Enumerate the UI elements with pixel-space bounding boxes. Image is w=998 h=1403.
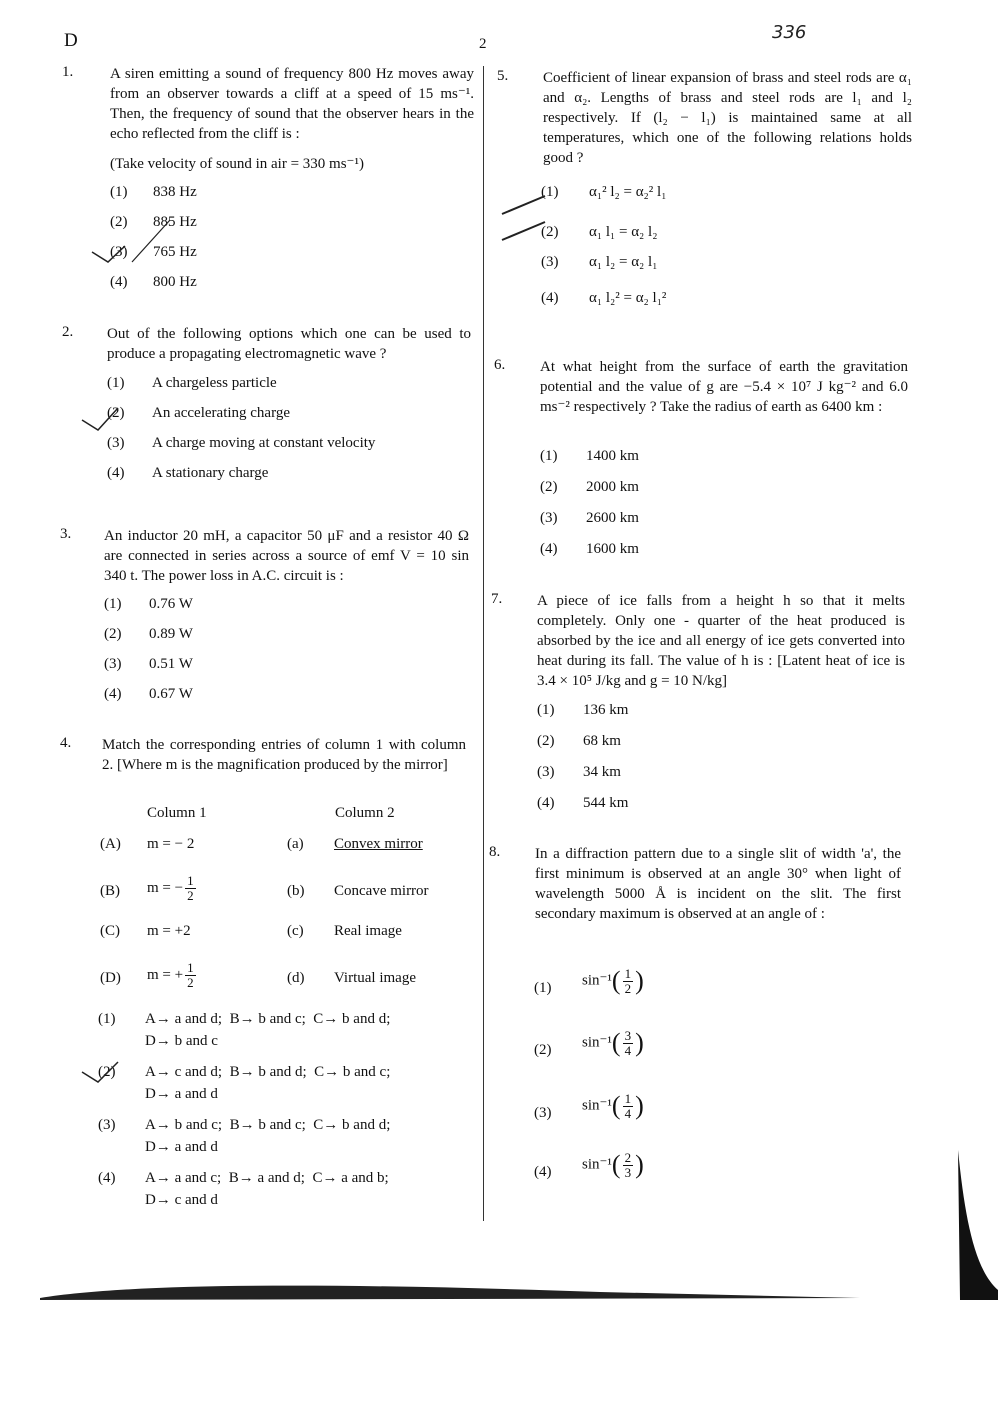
option[interactable]: (2) An accelerating charge bbox=[107, 405, 290, 421]
series-code: D bbox=[64, 30, 78, 51]
question-text: A siren emitting a sound of frequency 800 Hz moves away from an observer towards a cliff at a speed of 15 ms⁻¹. Then, the frequency of sound that the observer hears in the echo reflected from the cliff is : bbox=[110, 66, 474, 142]
question-text: In a diffraction pattern due to a single slit of width 'a', the first minimum is observed at an angle 30° when light of wavelength 5000 Å is incident on the slit. The first secondary maximum is observed at an angle of : bbox=[535, 846, 901, 922]
question-text: An inductor 20 mH, a capacitor 50 μF and a resistor 40 Ω are connected in series across a source of emf V = 10 sin 340 t. The power loss in A.C. circuit is : bbox=[104, 528, 469, 584]
option[interactable]: (2) A→ c and d; B→ b and d; C→ b and c; D→ a and d bbox=[98, 1064, 391, 1102]
column-1-header: Column 1 bbox=[147, 805, 207, 821]
option[interactable]: (1) 838 Hz bbox=[110, 184, 197, 200]
question-note: (Take velocity of sound in air = 330 ms⁻¹) bbox=[110, 156, 364, 172]
question-number: 3. bbox=[60, 526, 72, 542]
question-number: 7. bbox=[491, 591, 503, 607]
page-number: 2 bbox=[479, 36, 487, 52]
question-text: At what height from the surface of earth the gravitation potential and the value of g are −5.4 × 10⁷ J kg⁻² and 6.0 ms⁻² respectively ? Take the radius of earth as 6400 km : bbox=[540, 359, 908, 415]
option[interactable]: (4) α₁ l₂² = α₂ l₁² bbox=[541, 290, 667, 306]
option[interactable]: (4) A stationary charge bbox=[107, 465, 269, 481]
question-text: A piece of ice falls from a height h so that it melts completely. Only one - quarter of the heat produced is absorbed by the ice and all energy of ice gets converted into heat during its fall. The value of h is : [Latent heat of ice is 3.4 × 10⁵ J/kg and g = 10 N/kg] bbox=[537, 593, 905, 689]
question-text: Match the corresponding entries of column 1 with column 2. [Where m is the magnification produced by the mirror] bbox=[102, 737, 466, 773]
option[interactable]: (4) sin⁻¹( $\frac{2}{3}$ ) bbox=[534, 1149, 644, 1180]
question-number: 8. bbox=[489, 844, 501, 860]
option[interactable]: (4) A→ a and c; B→ a and d; C→ a and b; D→ c and d bbox=[98, 1170, 389, 1208]
option[interactable]: (3) A→ b and c; B→ b and c; C→ b and d; D→ a and d bbox=[98, 1117, 391, 1155]
option[interactable]: (1) A chargeless particle bbox=[107, 375, 277, 391]
handwritten-corner-note: 336 bbox=[772, 22, 807, 43]
option[interactable]: (3) α₁ l₂ = α₂ l₁ bbox=[541, 254, 658, 270]
option[interactable]: (3) A charge moving at constant velocity bbox=[107, 435, 376, 451]
option[interactable]: (2) 0.89 W bbox=[104, 626, 193, 642]
option[interactable]: (1) α₁² l₂ = α₂² l₁ bbox=[541, 184, 667, 200]
option[interactable]: (2) 68 km bbox=[537, 733, 621, 749]
option[interactable]: (1) sin⁻¹( $\frac{1}{2}$ ) bbox=[534, 965, 644, 996]
option[interactable]: (4) 800 Hz bbox=[110, 274, 197, 290]
question-text: Out of the following options which one can be used to produce a propagating electromagnetic wave ? bbox=[107, 326, 471, 362]
option[interactable]: (1) A→ a and d; B→ b and c; C→ b and d; D→ b and c bbox=[98, 1011, 391, 1049]
option[interactable]: (3) 0.51 W bbox=[104, 656, 193, 672]
option[interactable]: (3) 34 km bbox=[537, 764, 621, 780]
option[interactable]: (2) 885 Hz bbox=[110, 214, 197, 230]
option[interactable]: (4) 0.67 W bbox=[104, 686, 193, 702]
scan-shadow bbox=[958, 1150, 998, 1300]
question-number: 6. bbox=[494, 357, 506, 373]
question-number: 4. bbox=[60, 735, 72, 751]
option[interactable]: (2) 2000 km bbox=[540, 479, 639, 495]
option[interactable]: (4) 1600 km bbox=[540, 541, 639, 557]
question-number: 2. bbox=[62, 324, 74, 340]
option[interactable]: (3) 2600 km bbox=[540, 510, 639, 526]
option[interactable]: (3) sin⁻¹( $\frac{1}{4}$ ) bbox=[534, 1090, 644, 1121]
option[interactable]: (3) 765 Hz bbox=[110, 244, 197, 260]
exam-page: D 2 336 1. A siren emitting a sound of frequency 800 Hz moves away from an observer towards a cliff at a speed of 15 ms⁻¹. Then, the frequency of sound that the observer hears in the echo reflected from the cliff is : (Take velocity of sound in air = 330 ms⁻¹) (1) 838 Hz (2) 885 Hz (3) 765 Hz (4) 800 Hz 2. Out of the following options which one can be used to produce a propagating electromagnetic wave ? (1) A chargeless particle (2) An accelerating charge (3) A charge moving at constant velocity (4) A stationary charge 3. An inductor 20 mH, a capacitor 50 μF and a resistor 40 Ω are connected in series across a source of emf V = 10 sin 340 t. The power loss in A.C. circuit is : (1) 0.76 W (2) 0.89 W (3) 0.51 W (4) 0.67 W 4. Match the corresponding entries of column 1 with column 2. [Where m is the magnification produced by the mirror] Column 1 Column 2 (A) m = − 2 (a) Convex mirror (B) m = − $\frac{1}{2}$ (b) Concave mirror (C) m = +2 (c) Real image (D) m = + $\frac{1}{2}$ (d) Virtual image (1) A→ a and d; B→ b and c; C→ b and d; D→ b and c (2) A→ c and d; B→ b and d; C→ b and c; D→ a and d (3) A→ b and c; B→ b and c; C→ b and d; D→ a and d (4) A→ a and c; B→ a and d; C→ a and b; D→ c and d 5. Coefficient of linear expansion of brass and steel rods are α₁ and α₂. Lengths of brass and steel rods are l₁ and l₂ respectively. If (l₂ − l₁) is maintained same at all temperatures, which one of the following relations holds good ? (1) α₁² l₂ = α₂² l₁ (2) α₁ l₁ = α₂ l₂ (3) α₁ l₂ = α₂ l₁ (4) α₁ l₂² = α₂ l₁² 6. At what height from the surface of earth the gravitation potential and the value of g are −5.4 × 10⁷ J kg⁻² and 6.0 ms⁻² respectively ? Take the radius of earth as 6400 km : (1) 1400 km (2) 2000 km (3) 2600 km (4) 1600 km 7. A piece of ice falls from a height h so that it melts completely. Only one - quarter of the heat produced is absorbed by the ice and all energy of ice gets converted into heat during its fall. The value of h is : [Latent heat of ice is 3.4 × 10⁵ J/kg and g = 10 N/kg] (1) 136 km (2) 68 km (3) 34 km (4) 544 km 8. In a diffraction pattern due to a single slit of width 'a', the first minimum is observed at an angle 30° when light of wavelength 5000 Å is incident on the slit. The first secondary maximum is observed at an angle of : (1) sin⁻¹( $\frac{1}{2}$ ) (2) sin⁻¹( $\frac{3}{4}$ ) (3) sin⁻¹( $\frac{1}{4}$ ) (4) sin⁻¹( $\frac{2}{3}$ ) bbox=[0, 0, 998, 1403]
column-2-header: Column 2 bbox=[335, 805, 395, 821]
option[interactable]: (4) 544 km bbox=[537, 795, 629, 811]
option[interactable]: (1) 136 km bbox=[537, 702, 629, 718]
option[interactable]: (2) sin⁻¹( $\frac{3}{4}$ ) bbox=[534, 1027, 644, 1058]
question-number: 5. bbox=[497, 68, 509, 84]
question-text: Coefficient of linear expansion of brass and steel rods are α₁ and α₂. Lengths of brass and steel rods are l₁ and l₂ respectively. If (l₂ − l₁) is maintained same at all temperatures, which one of the following relations holds good ? bbox=[543, 70, 912, 166]
scan-shadow bbox=[40, 1286, 860, 1300]
question-number: 1. bbox=[62, 64, 74, 80]
option[interactable]: (1) 1400 km bbox=[540, 448, 639, 464]
option[interactable]: (1) 0.76 W bbox=[104, 596, 193, 612]
option[interactable]: (2) α₁ l₁ = α₂ l₂ bbox=[541, 224, 658, 240]
